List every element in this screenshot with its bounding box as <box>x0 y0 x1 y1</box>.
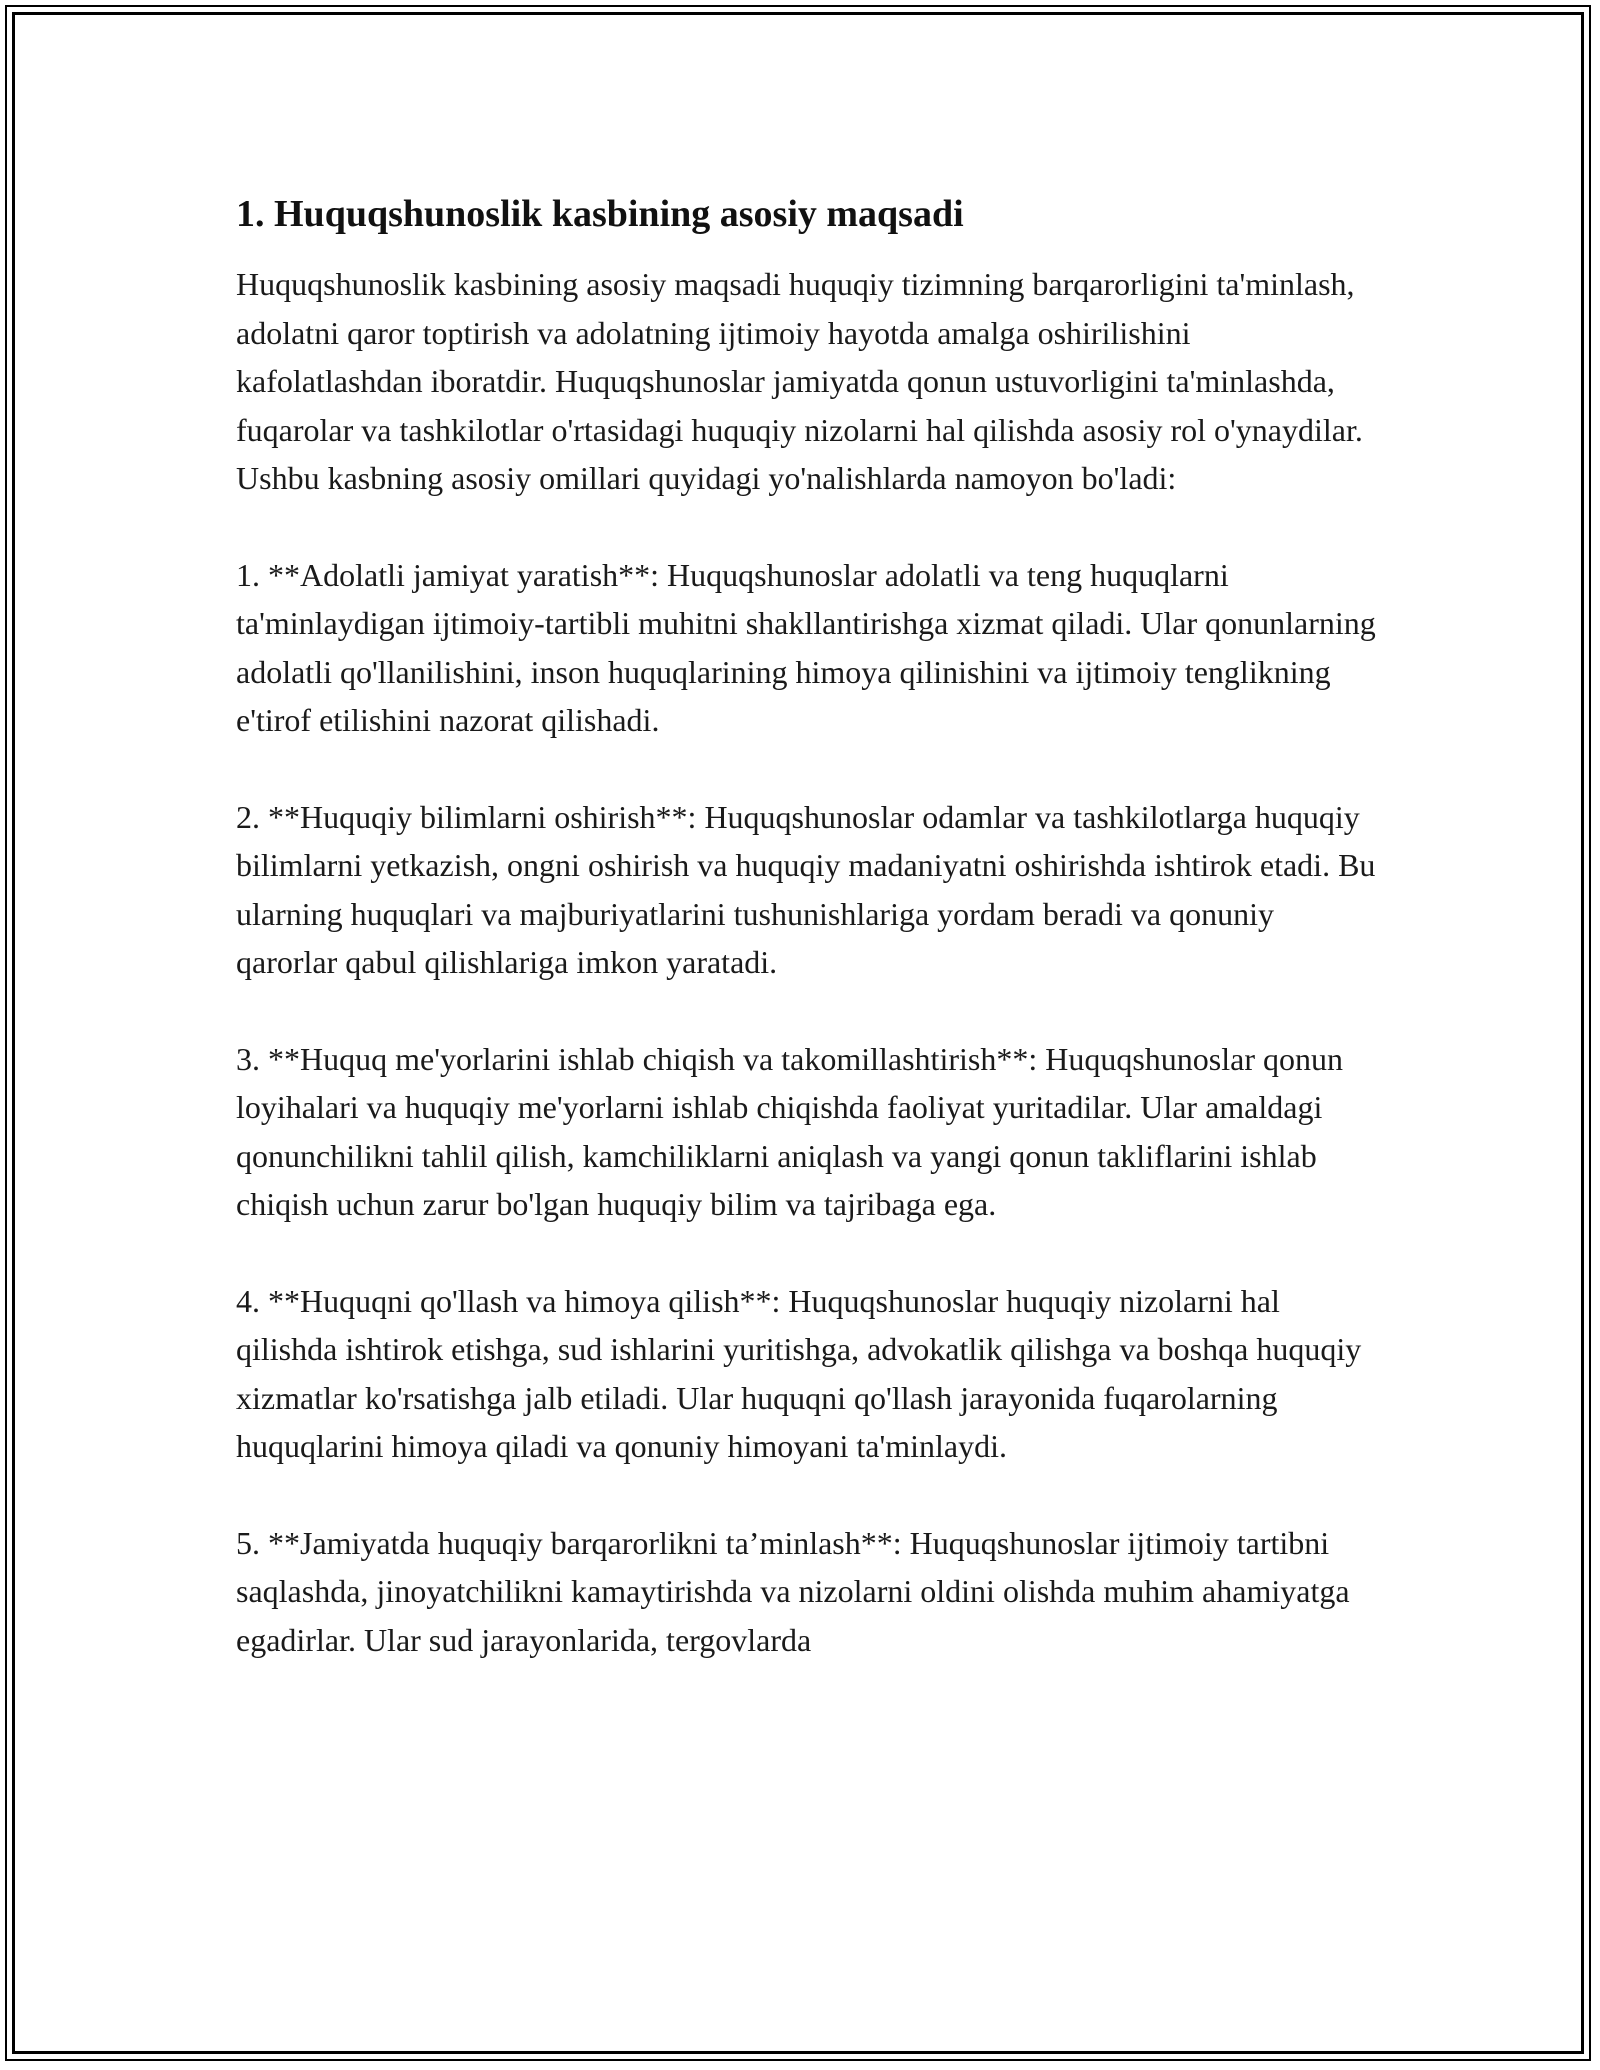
list-item-5: 5. **Jamiyatda huquqiy barqarorlikni ta’minlash**: Huquqshunoslar ijtimoiy tartibni saqlashda, jinoyatchilikni kamaytirishda va nizolarni oldini olishda muhim ahamiyatga egadirlar. Ular sud jarayonlarida, tergovlarda <box>236 1524 1350 1658</box>
intro-paragraph: Huquqshunoslik kasbining asosiy maqsadi huquqiy tizimning barqarorligini ta'minlash, adolatni qaror toptirish va adolatning ijtimoiy hayotda amalga oshirilishini kafolatlashdan iboratdir. Huquqshunoslar jamiyatda qonun ustuvorligini ta'minlashda, fuqarolar va tashkilotlar o'rtasidagi huquqiy nizolarni hal qilishda asosiy rol o'ynaydilar. Ushbu kasbning asosiy omillari quyidagi yo'nalishlarda namoyon bo'ladi: <box>236 266 1363 496</box>
section-heading: 1. Huquqshunoslik kasbining asosiy maqsadi <box>236 193 964 235</box>
list-item-2: 2. **Huquqiy bilimlarni oshirish**: Huquqshunoslar odamlar va tashkilotlarga huquqiy bilimlarni yetkazish, ongni oshirish va huquqiy madaniyatni oshirishda ishtirok etadi. Bu ularning huquqlari va majburiyatlarini tushunishlariga yordam beradi va qonuniy qarorlar qabul qilishlariga imkon yaratadi. <box>236 798 1376 980</box>
list-item-4: 4. **Huquqni qo'llash va himoya qilish**: Huquqshunoslar huquqiy nizolarni hal qilishda ishtirok etishga, sud ishlarini yuritishga, advokatlik qilishga va boshqa huquqiy xizmatlar ko'rsatishga jalb etiladi. Ular huquqni qo'llash jarayonida fuqarolarning huquqlarini himoya qiladi va qonuniy himoyani ta'minlaydi. <box>236 1282 1362 1464</box>
list-item-3: 3. **Huquq me'yorlarini ishlab chiqish va takomillashtirish**: Huquqshunoslar qonun loyihalari va huquqiy me'yorlarni ishlab chiqishda faoliyat yuritadilar. Ular amaldagi qonunchilikni tahlil qilish, kamchiliklarni aniqlash va yangi qonun takliflarini ishlab chiqish uchun zarur bo'lgan huquqiy bilim va tajribaga ega. <box>236 1040 1343 1222</box>
list-item-1: 1. **Adolatli jamiyat yaratish**: Huquqshunoslar adolatli va teng huquqlarni ta'minlaydigan ijtimoiy-tartibli muhitni shakllantirishga xizmat qiladi. Ular qonunlarning adolatli qo'llanilishini, inson huquqlarining himoya qilinishini va ijtimoiy tenglikning e'tirof etilishini nazorat qilishadi. <box>236 556 1376 738</box>
document-body <box>236 190 1376 1712</box>
